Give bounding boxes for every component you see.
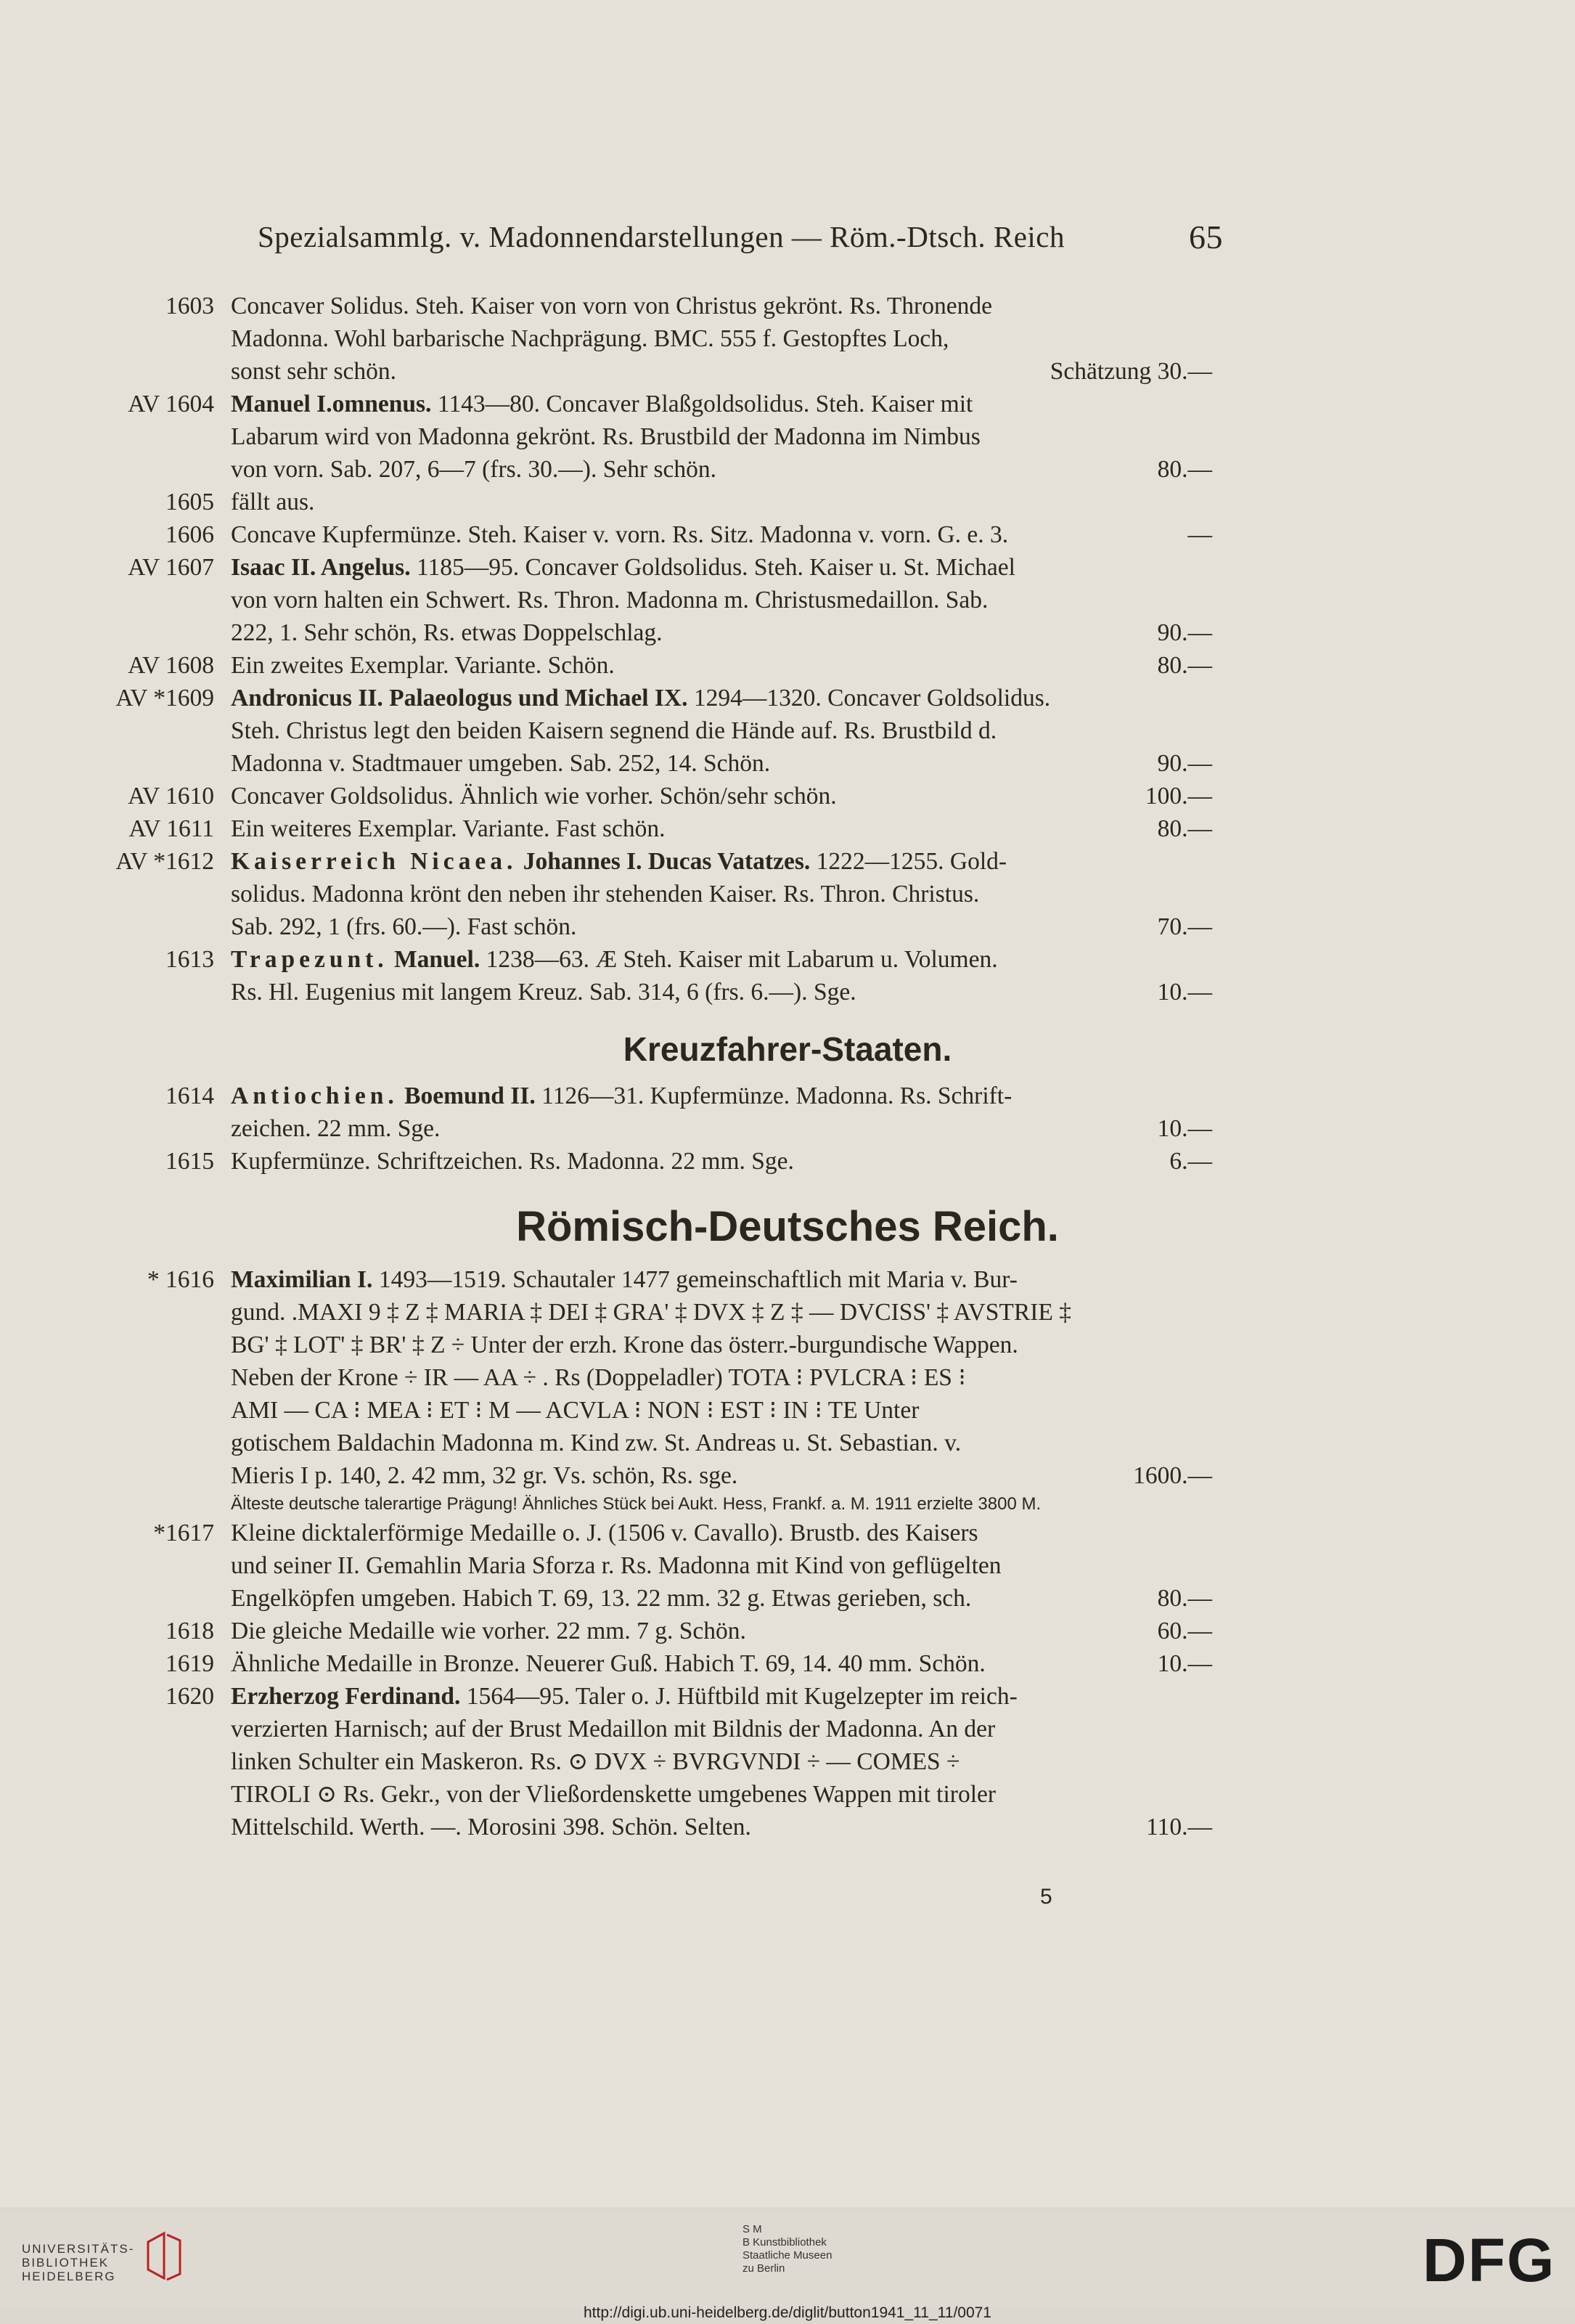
entry-description [231, 1647, 1212, 1680]
entry-description [231, 1263, 1212, 1517]
entry-line: Die gleiche Medaille wie vorher. 22 mm. 7 g. Schön. 60.— [231, 1615, 1212, 1647]
entry-line: Mittelschild. Werth. —. Morosini 398. Schön. Selten. 110.— [231, 1811, 1212, 1843]
entry-description [231, 518, 1212, 551]
entry-line: TIROLI ⊙ Rs. Gekr., von der Vließordenskette umgebenes Wappen mit tiroler [231, 1781, 997, 1808]
entry-description [231, 1615, 1212, 1647]
lot-price: 100.— [1145, 783, 1212, 810]
entry-name: Johannes I. Ducas Vatatzes. [523, 848, 811, 875]
entry-line: Sab. 292, 1 (frs. 60.—). Fast schön. 70.— [231, 910, 1212, 943]
lot-number: 1606 [165, 521, 214, 548]
entry-line: Ähnliche Medaille in Bronze. Neuerer Guß. Habich T. 69, 14. 40 mm. Schön. 10.— [231, 1647, 1212, 1680]
entry-line: Steh. Christus legt den beiden Kaisern segnend die Hände auf. Rs. Brustbild d. [231, 717, 997, 744]
entry-name: Antiochien. [231, 1083, 398, 1109]
entry-line: Concaver Solidus. Steh. Kaiser von vorn von Christus gekrönt. Rs. Thronende [231, 293, 992, 319]
entry-line: Antiochien. Boemund II. 1126—31. Kupfermünze. Madonna. Rs. Schrift- [231, 1083, 1012, 1109]
entry-line: fällt aus. [231, 489, 315, 515]
logo-line: BIBLIOTHEK [22, 2256, 110, 2270]
entry-line: Rs. Hl. Eugenius mit langem Kreuz. Sab. 314, 6 (frs. 6.—). Sge. 10.— [231, 976, 1212, 1008]
lot-number: 1605 [165, 489, 214, 515]
lot-price: 60.— [1157, 1618, 1212, 1644]
lot-price: 110.— [1146, 1814, 1212, 1840]
entry-line: gund. .MAXI 9 ‡ Z ‡ MARIA ‡ DEI ‡ GRA' ‡ DVX ‡ Z ‡ — DVCISS' ‡ AVSTRIE ‡ [231, 1299, 1071, 1326]
lot-price: 6.— [1169, 1148, 1212, 1175]
smb-line: B Kunstbibliothek [742, 2236, 827, 2248]
lot-number: 1615 [165, 1148, 214, 1175]
entry-line: Manuel I.omnenus. 1143—80. Concaver Blaßgoldsolidus. Steh. Kaiser mit [231, 391, 973, 417]
lot-number: AV *1612 [115, 848, 214, 875]
entry-description [231, 1080, 1212, 1145]
lot-number: 1614 [165, 1083, 214, 1109]
entry-line: solidus. Madonna krönt den neben ihr stehenden Kaiser. Rs. Thron. Christus. [231, 881, 980, 908]
running-header [258, 219, 1223, 254]
lot-number: 1620 [165, 1683, 214, 1710]
entry-description [231, 649, 1212, 682]
lot-price: 90.— [1157, 750, 1212, 777]
lot-number: 1613 [165, 946, 214, 973]
lot-number: 1619 [165, 1650, 214, 1677]
entry-name: Boemund II. [404, 1083, 536, 1109]
entry-description [231, 551, 1212, 649]
lot-price: 10.— [1157, 979, 1212, 1006]
entry-line: Neben der Krone ÷ IR — AA ÷ . Rs (Doppeladler) TOTA ⁝ PVLCRA ⁝ ES ⁝ [231, 1364, 966, 1391]
entry-line: Andronicus II. Palaeologus und Michael IX. 1294—1320. Concaver Goldsolidus. [231, 685, 1051, 712]
entry-line: Isaac II. Angelus. 1185—95. Concaver Goldsolidus. Steh. Kaiser u. St. Michael [231, 554, 1015, 581]
smb-line: S M [742, 2223, 762, 2235]
entry-line: Concaver Goldsolidus. Ähnlich wie vorher. Schön/sehr schön. 100.— [231, 780, 1212, 812]
smb-line: zu Berlin [742, 2262, 785, 2275]
lot-price: 70.— [1157, 913, 1212, 940]
section-heading-roemisch-deutsch: Römisch-Deutsches Reich. [516, 1203, 1059, 1250]
entry-line: von vorn halten ein Schwert. Rs. Thron. Madonna m. Christusmedaillon. Sab. [231, 587, 989, 613]
entry-description [231, 943, 1212, 1008]
entry-description [231, 812, 1212, 845]
entry-name: Manuel. [394, 946, 480, 973]
entry-line: Kaiserreich Nicaea. Johannes I. Ducas Vatatzes. 1222—1255. Gold- [231, 848, 1007, 875]
lot-price: 80.— [1157, 652, 1212, 679]
entry-line: und seiner II. Gemahlin Maria Sforza r. Rs. Madonna mit Kind von geflügelten [231, 1552, 1002, 1579]
entry-description [231, 290, 1212, 388]
entry-line: Erzherzog Ferdinand. 1564—95. Taler o. J. Hüftbild mit Kugelzepter im reich- [231, 1683, 1018, 1710]
entry-description [231, 780, 1212, 812]
entry-line: verzierten Harnisch; auf der Brust Medaillon mit Bildnis der Madonna. An der [231, 1716, 996, 1742]
entry-name: Manuel I.omnenus. [231, 391, 432, 417]
entry-line: Kupfermünze. Schriftzeichen. Rs. Madonna. 22 mm. Sge. 6.— [231, 1145, 1212, 1178]
lot-number: AV 1610 [128, 783, 214, 810]
entry-line: von vorn. Sab. 207, 6—7 (frs. 30.—). Sehr schön. 80.— [231, 453, 1212, 486]
entry-line: AMI — CA ⁝ MEA ⁝ ET ⁝ M — ACVLA ⁝ NON ⁝ EST ⁝ IN ⁝ TE Unter [231, 1397, 920, 1424]
university-library-logo[interactable] [22, 2242, 134, 2283]
lot-price: 80.— [1157, 815, 1212, 842]
entry-name: Kaiserreich Nicaea. [231, 848, 518, 875]
entry-description [231, 388, 1212, 486]
smb-logo[interactable] [742, 2223, 832, 2275]
entry-name: Andronicus II. Palaeologus und Michael IX. [231, 685, 688, 712]
lot-price: 80.— [1157, 1585, 1212, 1612]
lot-number: * 1616 [147, 1266, 214, 1293]
section-heading-kreuzfahrer: Kreuzfahrer-Staaten. [623, 1030, 952, 1068]
lot-number: AV 1611 [128, 815, 214, 842]
entry-line: linken Schulter ein Maskeron. Rs. ⊙ DVX ÷ BVRGVNDI ÷ — COMES ÷ [231, 1748, 960, 1775]
entry-line: Madonna v. Stadtmauer umgeben. Sab. 252, 14. Schön. 90.— [231, 747, 1212, 780]
entry-line: BG' ‡ LOT' ‡ BR' ‡ Z ÷ Unter der erzh. Krone das österr.-burgundische Wappen. [231, 1332, 1018, 1358]
lot-number: AV 1604 [128, 391, 214, 417]
entry-line: Concave Kupfermünze. Steh. Kaiser v. vorn. Rs. Sitz. Madonna v. vorn. G. e. 3. — [231, 518, 1212, 551]
entry-line: zeichen. 22 mm. Sge. 10.— [231, 1112, 1212, 1145]
entry-line: Engelköpfen umgeben. Habich T. 69, 13. 22 mm. 32 g. Etwas gerieben, sch. 80.— [231, 1582, 1212, 1615]
library-mark-icon [142, 2227, 186, 2286]
entry-name: Erzherzog Ferdinand. [231, 1683, 461, 1710]
smb-line: Staatliche Museen [742, 2249, 832, 2262]
entry-name: Maximilian I. [231, 1266, 373, 1293]
lot-number: *1617 [153, 1520, 214, 1546]
entry-line: sonst sehr schön. Schätzung 30.— [231, 355, 1212, 388]
lot-price: 10.— [1157, 1115, 1212, 1142]
entry-line: Maximilian I. 1493—1519. Schautaler 1477 gemeinschaftlich mit Maria v. Bur- [231, 1266, 1018, 1293]
logo-line: HEIDELBERG [22, 2270, 116, 2283]
entry-line: Mieris I p. 140, 2. 42 mm, 32 gr. Vs. schön, Rs. sge. 1600.— [231, 1459, 1212, 1492]
lot-number: AV *1609 [115, 685, 214, 712]
dfg-logo[interactable]: DFG [1423, 2226, 1556, 2294]
entry-line: Trapezunt. Manuel. 1238—63. Æ Steh. Kaiser mit Labarum u. Volumen. [231, 946, 998, 973]
lot-price: 10.— [1157, 1650, 1212, 1677]
page-number: 65 [1189, 219, 1223, 256]
entry-description [231, 1680, 1212, 1843]
entry-line: Madonna. Wohl barbarische Nachprägung. BMC. 555 f. Gestopftes Loch, [231, 325, 949, 352]
entry-line: Kleine dicktalerförmige Medaille o. J. (1506 v. Cavallo). Brustb. des Kaisers [231, 1520, 978, 1546]
entry-description [231, 486, 1212, 518]
entry-description [231, 1145, 1212, 1178]
lot-number: 1618 [165, 1618, 214, 1644]
permalink-url[interactable]: http://digi.ub.uni-heidelberg.de/diglit/button1941_11_11/0071 [583, 2304, 991, 2321]
lot-price: 80.— [1157, 456, 1212, 483]
entry-line: 222, 1. Sehr schön, Rs. etwas Doppelschlag. 90.— [231, 616, 1212, 649]
lot-number: 1603 [165, 293, 214, 319]
logo-line: UNIVERSITÄTS- [22, 2242, 135, 2256]
lot-price: 1600.— [1133, 1462, 1212, 1489]
running-title: Spezialsammlg. v. Madonnendarstellungen — Röm.-Dtsch. Reich [258, 220, 1065, 253]
entry-line: gotischem Baldachin Madonna m. Kind zw. St. Andreas u. St. Sebastian. v. [231, 1430, 962, 1456]
entry-name: Isaac II. Angelus. [231, 554, 411, 581]
lot-price: 90.— [1157, 619, 1212, 646]
lot-number: AV 1607 [128, 554, 214, 581]
entry-line: Ein weiteres Exemplar. Variante. Fast schön. 80.— [231, 812, 1212, 845]
lot-price: Schätzung 30.— [1050, 358, 1212, 385]
entry-description [231, 682, 1212, 780]
signature-mark: 5 [1040, 1885, 1052, 1909]
entry-line: Labarum wird von Madonna gekrönt. Rs. Brustbild der Madonna im Nimbus [231, 423, 981, 450]
lot-price: — [1187, 521, 1212, 548]
entry-line: Ein zweites Exemplar. Variante. Schön. 80.— [231, 649, 1212, 682]
entry-description [231, 845, 1212, 943]
lot-number: AV 1608 [128, 652, 214, 679]
entry-description [231, 1517, 1212, 1615]
entry-name: Trapezunt. [231, 946, 388, 973]
entry-note: Älteste deutsche talerartige Prägung! Ähnliches Stück bei Aukt. Hess, Frankf. a. M. 1911 erzielte 3800 M. [231, 1494, 1042, 1514]
